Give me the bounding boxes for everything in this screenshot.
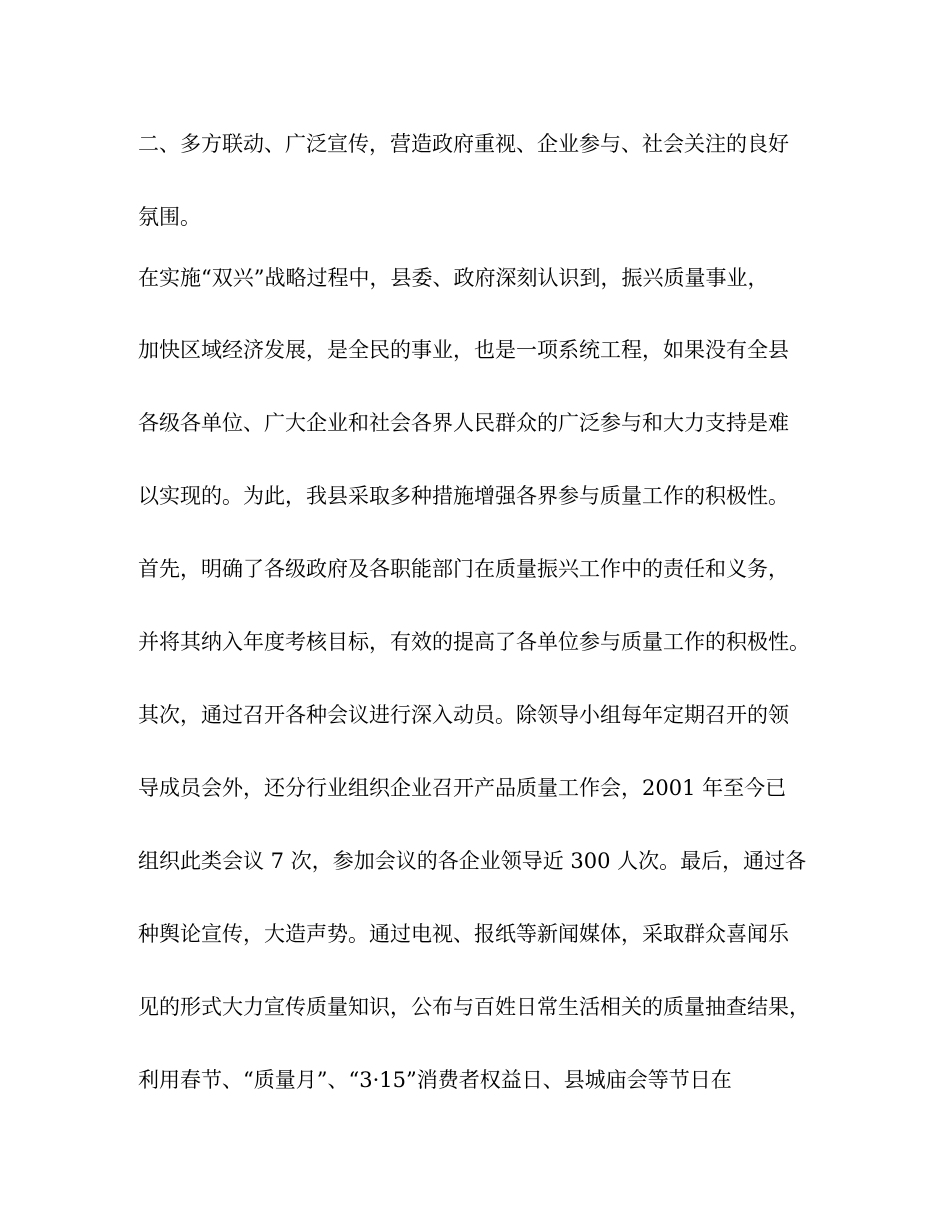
body-line-3: 各级各单位、广大企业和社会各界人民群众的广泛参与和大力支持是难 bbox=[138, 411, 789, 435]
body-line-5: 首先，明确了各级政府及各职能部门在质量振兴工作中的责任和义务， bbox=[138, 557, 789, 581]
body-line-11: 见的形式大力宣传质量知识，公布与百姓日常生活相关的质量抽查结果， bbox=[138, 995, 810, 1019]
heading-line-1: 二、多方联动、广泛宣传，营造政府重视、企业参与、社会关注的良好 bbox=[138, 132, 789, 156]
body-line-2: 加快区域经济发展，是全民的事业，也是一项系统工程，如果没有全县 bbox=[138, 338, 789, 362]
body-line-6: 并将其纳入年度考核目标，有效的提高了各单位参与质量工作的积极性。 bbox=[138, 630, 810, 654]
heading-line-2: 氛围。 bbox=[138, 205, 201, 229]
body-line-9: 组织此类会议 7 次，参加会议的各企业领导近 300 人次。最后，通过各 bbox=[138, 849, 807, 873]
body-line-12: 利用春节、“质量月”、“3·15”消费者权益日、县城庙会等节日在 bbox=[138, 1068, 732, 1092]
body-line-10: 种舆论宣传，大造声势。通过电视、报纸等新闻媒体，采取群众喜闻乐 bbox=[138, 922, 789, 946]
body-line-7: 其次，通过召开各种会议进行深入动员。除领导小组每年定期召开的领 bbox=[138, 703, 789, 727]
body-line-1: 在实施“双兴”战略过程中，县委、政府深刻认识到，振兴质量事业， bbox=[138, 266, 769, 290]
body-line-8: 导成员会外，还分行业组织企业召开产品质量工作会，2001 年至今已 bbox=[138, 776, 787, 800]
body-line-4: 以实现的。为此，我县采取多种措施增强各界参与质量工作的积极性。 bbox=[138, 484, 789, 508]
